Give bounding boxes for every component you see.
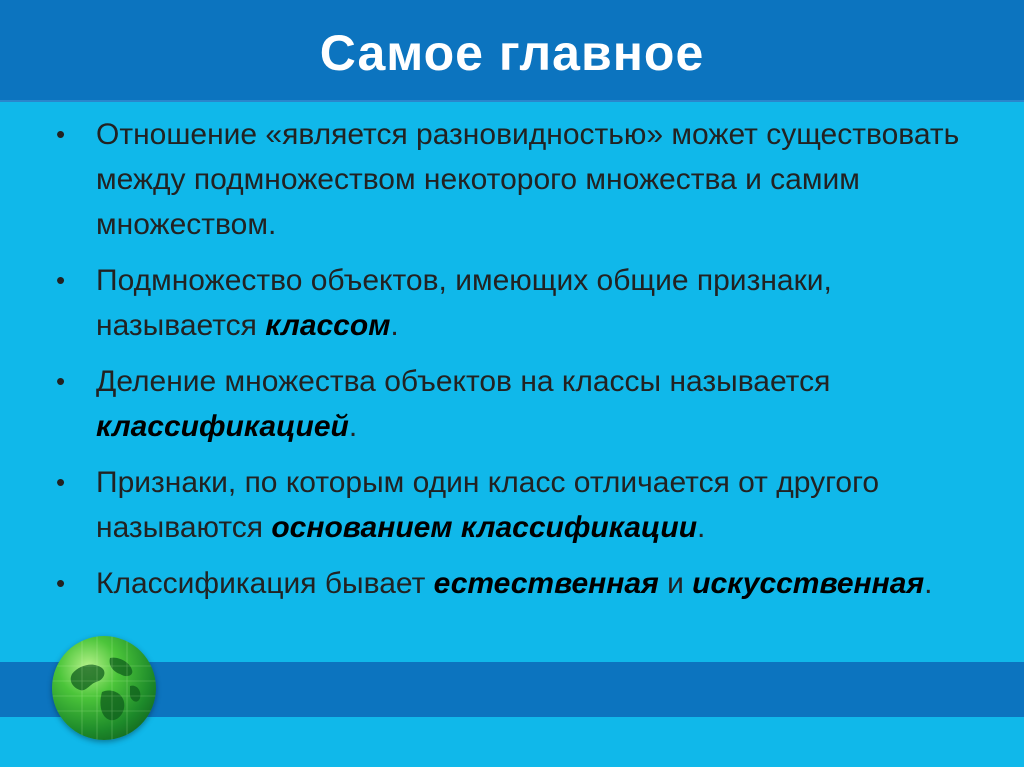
globe-continents-icon	[52, 636, 156, 740]
bullet-item	[56, 460, 986, 550]
bullet-marker: •	[56, 265, 66, 295]
slide-title: Самое главное	[319, 25, 705, 81]
bullet-text: Подмножество объектов, имеющих общие признаки, называется	[96, 264, 832, 342]
bullet-term: естественная	[433, 567, 659, 600]
bullet-item	[56, 112, 986, 247]
bullet-term: классом	[265, 309, 391, 342]
bullet-text: Деление множества объектов на классы называется	[96, 365, 831, 398]
globe-icon	[52, 636, 156, 740]
bullet-term: искусственная	[692, 567, 925, 600]
bullet-term: классификацией	[96, 410, 349, 443]
title-bar-stripe	[0, 100, 1024, 102]
bullet-marker: •	[56, 366, 66, 396]
bullet-text: .	[697, 511, 706, 544]
bullet-text: и	[658, 567, 693, 600]
bullet-text: .	[390, 309, 399, 342]
bullet-term: основанием классификации	[271, 511, 698, 544]
bullet-text: .	[348, 410, 358, 443]
bullet-text: .	[924, 567, 933, 600]
bullet-marker: •	[56, 119, 66, 149]
bullet-marker: •	[56, 568, 66, 598]
bullet-marker: •	[56, 467, 66, 497]
bullet-text: Классификация бывает	[96, 567, 434, 600]
bullet-item	[56, 359, 986, 449]
bullet-item	[56, 258, 986, 348]
bullet-text: Признаки, по которым один класс отличается от другого называются	[96, 466, 880, 544]
bullet-text: Отношение «является разновидностью» может существовать между подмножеством некоторого множества и самим множеством.	[96, 118, 960, 241]
bullet-item	[56, 561, 986, 606]
bullet-list	[56, 112, 986, 617]
